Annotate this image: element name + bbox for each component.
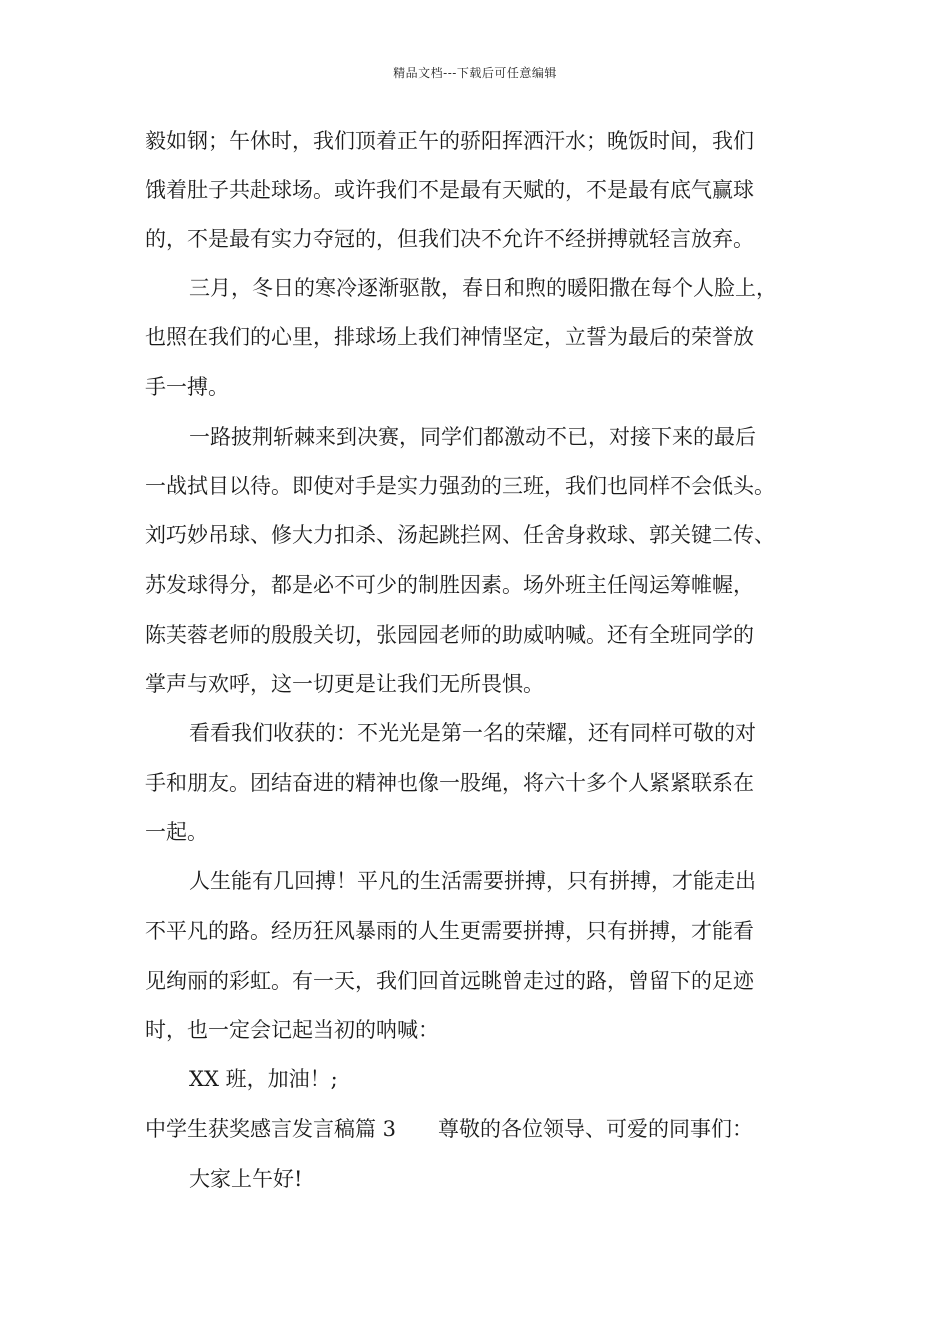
text-line: XX 班，加油！; [189, 1067, 338, 1091]
text-line: 见绚丽的彩虹。有一天，我们回首远眺曾走过的路，曾留下的足迹 [145, 969, 754, 993]
text-line: 人生能有几回搏！平凡的生活需要拼搏，只有拼搏，才能走出 [189, 869, 756, 893]
greeting-line: 大家上午好! [189, 1167, 303, 1191]
text-line: 毅如钢；午休时，我们顶着正午的骄阳挥洒汗水；晚饭时间，我们 [145, 129, 754, 153]
page-header: 精品文档---下载后可任意编辑 [393, 66, 557, 80]
text-line: 一路披荆斩棘来到决赛，同学们都激动不已，对接下来的最后 [189, 425, 756, 449]
text-line: 掌声与欢呼，这一切更是让我们无所畏惧。 [145, 672, 544, 696]
text-line: 不平凡的路。经历狂风暴雨的人生更需要拼搏，只有拼搏，才能看 [145, 919, 754, 943]
text-line: 一起。 [145, 820, 208, 844]
text-line: 陈芙蓉老师的殷殷关切，张园园老师的助威呐喊。还有全班同学的 [145, 623, 754, 647]
text-line: 刘巧妙吊球、修大力扣杀、汤起跳拦网、任舍身救球、郭关键二传、 [145, 523, 775, 547]
text-line: 的，不是最有实力夺冠的，但我们决不允许不经拼搏就轻言放弃。 [145, 227, 754, 251]
text-line: 也照在我们的心里，排球场上我们神情坚定，立誓为最后的荣誉放 [145, 325, 754, 349]
text-line: 时，也一定会记起当初的呐喊： [145, 1018, 439, 1042]
section-title: 中学生获奖感言发言稿篇 3 [145, 1117, 397, 1141]
salutation: 尊敬的各位领导、可爱的同事们： [438, 1117, 754, 1141]
text-line: 苏发球得分，都是必不可少的制胜因素。场外班主任闯运筹帷幄， [145, 573, 754, 597]
text-line: 饿着肚子共赴球场。或许我们不是最有天赋的，不是最有底气赢球 [145, 178, 754, 202]
text-line: 一战拭目以待。即使对手是实力强劲的三班，我们也同样不会低头。 [145, 474, 775, 498]
text-line: 手和朋友。团结奋进的精神也像一股绳，将六十多个人紧紧联系在 [145, 771, 754, 795]
text-line: 看看我们收获的：不光光是第一名的荣耀，还有同样可敬的对 [189, 721, 756, 745]
text-line: 三月，冬日的寒冷逐渐驱散，春日和煦的暖阳撒在每个人脸上， [189, 276, 777, 300]
section-heading-line [145, 1116, 753, 1142]
text-line: 手一搏。 [145, 375, 229, 399]
